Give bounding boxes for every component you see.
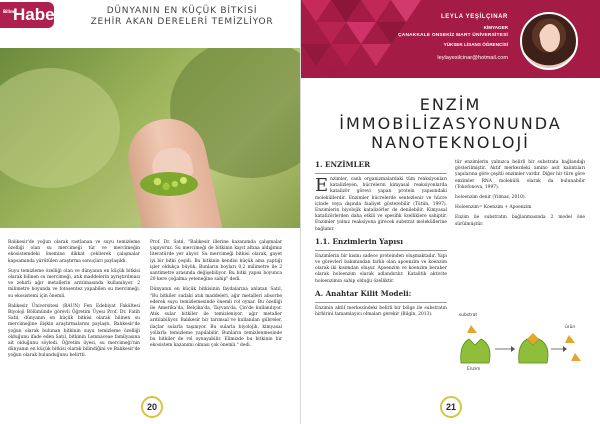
right-page	[301, 0, 600, 424]
enzyme-shape-1	[461, 339, 490, 363]
author-role: KİMYAGER	[483, 25, 508, 30]
right-column-1	[315, 160, 447, 322]
paragraph: Balıkesir'de yoğun olarak rastlanan ve suyu temizleme özelliği olan su mercimeği tür ve mercimeğin ekosistemdeki önemine dikkat çekilerek çalışmalar kapsamında yürütülen araştırma sonuçları paylaşıldı.	[8, 240, 140, 264]
section-tab-prefix: Bilim	[3, 9, 15, 14]
paragraph: Balıkesir Üniversitesi (BAUN) Fen Edebiyat Fakültesi Biyoloji Bölümünde görevli Öğretim Üyesi Prof. Dr. Fatih Satıl, dünyanın en küçük bitkisi olarak bilinen su mercimeğine ilişkin araştırmalarını paylaştı. Balıkesir'de yoğun olarak bulunan bitkinin suyu temizleme özelliği olduğunu ifade eden Satıl, bitkinin Lemnaceae familyasına ait olduğunu söyledi. Öğretim üyesi, su mercimeği'nin dünyanın en küçük bitkisi olarak bilindiğini ve Balıkesir'de yoğun olarak bulunduğunu belirtti.	[8, 303, 140, 359]
author-department: YÜKSEK LİSANS ÖĞRENCİSİ	[443, 42, 508, 47]
lock-and-key-diagram	[455, 305, 585, 395]
header-band	[301, 0, 600, 78]
avatar	[520, 12, 578, 70]
paragraph: Enzimin aktif merkezindeki belirli bir bölge ile substratın birbirini tamamlayıcı olmaları gerekir (Bilgin, 2013).	[315, 305, 447, 318]
article-title-line-2: İMMOBİLİZASYONUNDA	[339, 114, 562, 133]
author-name: LEYLA YEŞİLÇINAR	[441, 14, 508, 20]
left-column-2	[150, 240, 282, 353]
product-shape-b	[571, 353, 581, 361]
paragraph: Dünyanın en küçük bitkisinin faydalarına anlatan Satıl, "Bu bitkiler sudaki atık maddeleri, ağır metalleri absorbe ederek suyu temizlemesinde önemli rol oynar. Bu özelliği ile Amerika'da, Belçika'da, Tayvan'da, Çin'de kullanılıyor. Atık sular bitkiler ile temizleniyor, ağır metaller arıtılabiliyor. Balıkesir bir tarımsal ve kullanılan gübreler, ilaçlar sularla taşınıyor. Bu sularla biyolojik, kimyasal yollarla temizleme yapılabilir. Bunların temizlenmesinde bu bitkiler de rol oynayabilir. Elimizde bu bitkinin bir ekosistem kazanımı olması çok önemli." dedi.	[150, 287, 282, 349]
paragraph: Prof. Dr. Satıl, "Balıkesir illerine kazanımda çalışmalar yapıyoruz. Su mercimeği de bitkinin kayıt altına aldığımız literatürde yer alıyor. Su mercimeği bitkisi olarak, gayet iyi bir bitki çeşidi. Bu bitkinin kendisi küçük ama yaptığı işler oldukça büyük. Bunların boyları 0,2 milimetre ile 2 santimetre arasında değişebiliyor. Bu bitki yapısı boyunca 20 kere çoğalma yeteneğine sahip" dedi.	[150, 240, 282, 283]
section-heading: 1.1. Enzimlerin Yapısı	[315, 236, 403, 246]
duckweed-clump	[140, 172, 198, 196]
page-number: 21	[440, 396, 462, 418]
author-school: ÇANAKKALE ONSEKİZ MART ÜNİVERSİTESİ	[398, 33, 508, 38]
substrate-shape-1	[467, 325, 477, 333]
figure-label-enzyme: Enzim	[467, 367, 481, 372]
duckweed-photo	[0, 48, 300, 228]
paragraph: tür enzimlerin yalnızca belirli bir substrata bağlandığı gösterilmiştir. Aktif merkezdeki amino asit kalıntıları yapılarına göre çeşitli enzimler vardır. Diğer bir türe göre enzimler RNA molekülü olarak da bulunabilir (Tokofonova, 1997).	[455, 160, 585, 190]
section-tab-label: Haber	[13, 5, 62, 24]
author-email: leylayesilcinar@hotmail.com	[437, 55, 508, 61]
paragraph: Enzim ile substratın bağlanmasında 2 model öne sürülmüştür.	[455, 215, 585, 227]
figure-label-product: ürün	[565, 325, 576, 330]
paragraph: Enzimlerin bir kısmı sadece proteinden oluşmaktadır. Yapı ve görevleri bakımından farklı olan apoenzim ve koenzim olarak iki kısımdan oluşur. Apoenzim ve koenzim beraber olarak holoenzim olarak adlandırılır. Katalitik aktivite holoenzimin sahip olduğu özelliktir.	[315, 253, 447, 284]
right-column-2	[455, 160, 585, 232]
section-heading: 1. ENZİMLER	[315, 160, 371, 169]
section-tab	[0, 2, 62, 28]
enzyme-shape-2	[519, 333, 548, 363]
drop-cap: E	[315, 175, 329, 196]
figure-label-substrate: substrat	[459, 313, 478, 318]
paragraph: Suyu temizleme özelliği olan ve dünyanın en küçük bitkisi olarak bilinen su mercimeği, atık maddelerin ayrıştırılması ve zehirli ağır metallerin arıtılmasında kullanılıyor. 2 milimetre boyunda ve fotosentez yapabilen su mercimeği, su ekosistemi için önemli.	[8, 268, 140, 299]
formula: Holoenzim= Koenzim + Apoenzim	[455, 205, 532, 211]
article-headline	[72, 6, 292, 28]
page-number: 20	[141, 396, 163, 418]
product-shape-a	[565, 335, 575, 343]
left-column-1	[8, 240, 140, 364]
article-title-line-3: NANOTEKNOLOJİ	[371, 133, 530, 152]
headline-line-1: DÜNYANIN EN KÜÇÜK BİTKİSİ	[106, 6, 258, 16]
paragraph: Enzimler, canlı organizmalardaki tüm reaksiyonları katalizleyen, hücrelerin kimyasal reaksiyonlarda katalizör görevi yapan protein yapısındaki moleküllerdir. Enzimler hücrelerde sentezlenir ve hücre içinde veya dışında faaliyet gösterebilir (Tütün, 1997). Enzimlerin biyolojik katalizörler de denilebilir. Kimyasal katalizörlerden daha etkili ve spesifik özelliklere sahiptir. Enzimler yalnız reaksiyona girecek substrat moleküllerine bağlanır.	[315, 175, 447, 232]
article-title-line-1: ENZİM	[419, 95, 482, 114]
headline-line-2: ZEHİR AKAN DERELERİ TEMİZLİYOR	[90, 17, 274, 27]
paragraph: holoenzim denir (Yılmaz, 2010).	[455, 195, 526, 201]
section-heading: A. Anahtar Kilit Modeli:	[315, 288, 412, 298]
